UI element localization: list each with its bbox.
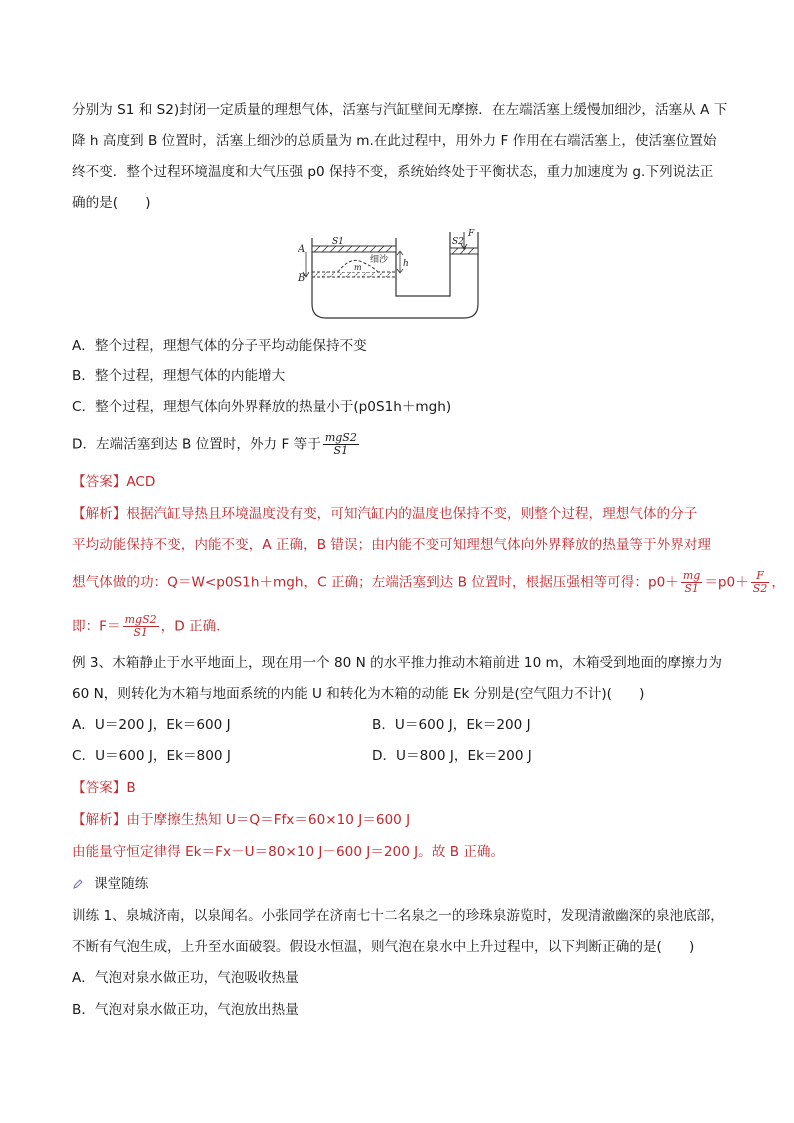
option-1-a: A．整个过程，理想气体的分子平均动能保持不变 xyxy=(72,338,367,354)
answer-1 xyxy=(72,472,155,492)
analysis-1-line-2: 平均动能保持不变，内能不变，A 正确，B 错误；由内能不变可知理想气体向外界释放的热量等于外界对理 xyxy=(72,537,711,553)
label-F: F xyxy=(468,229,475,239)
label-A: A xyxy=(298,244,306,255)
practice-option-b: B．气泡对泉水做正功，气泡放出热量 xyxy=(72,1002,299,1018)
analysis-1-text-3b: ＝p0＋ xyxy=(704,574,749,591)
analysis-2-line-2: 由能量守恒定律得 Ek＝Fx－U＝80×10 J－600 J＝200 J。故 B 正确。 xyxy=(72,844,505,860)
analysis-1-text-3a: 想气体做的功：Q＝W<p0S1h＋mgh，C 正确；左端活塞到达 B 位置时，根据压强相等可得：p0＋ xyxy=(72,574,679,591)
example-3-line-2: 60 N，则转化为木箱与地面系统的内能 U 和转化为木箱的动能 Ek 分别是(空气阻力不计)( ) xyxy=(72,686,645,702)
answer-2-value: B xyxy=(126,780,136,796)
practice-heading-text: 课堂随练 xyxy=(94,876,149,892)
problem-intro-line-2: 降 h 高度到 B 位置时，活塞上细沙的总质量为 m.在此过程中，用外力 F 作用在右端活塞上，使活塞位置始 xyxy=(72,133,717,149)
cylinder-diagram xyxy=(298,226,488,326)
fraction-numerator: F xyxy=(751,570,770,583)
option-1-d-fraction xyxy=(323,432,359,457)
label-sand: 细沙 xyxy=(370,255,389,265)
problem-intro-line-3: 终不变．整个过程环境温度和大气压强 p0 保持不变，系统始终处于平衡状态，重力加速度为 g.下列说法正 xyxy=(72,164,714,180)
label-S2: S2 xyxy=(452,237,464,247)
practice-line-1: 训练 1、泉城济南，以泉闻名。小张同学在济南七十二名泉之一的珍珠泉游览时，发现清澈幽深的泉池底部， xyxy=(72,908,724,924)
answer-2-tag: 【答案】 xyxy=(72,780,127,796)
option-1-d-text: D．左端活塞到达 B 位置时，外力 F 等于 xyxy=(72,436,321,453)
option-1-d xyxy=(72,432,361,457)
analysis-1-line-3 xyxy=(72,570,785,595)
analysis-1-line-4 xyxy=(72,614,230,639)
practice-option-a: A．气泡对泉水做正功，气泡吸收热量 xyxy=(72,970,299,986)
practice-line-2: 不断有气泡生成，上升至水面破裂。假设水恒温，则气泡在泉水中上升过程中，以下判断正确的是( ) xyxy=(72,939,695,955)
analysis-1-text-4b: ，D 正确． xyxy=(160,618,230,635)
analysis-2-text-1: 由于摩擦生热知 U＝Q＝Ffx＝60×10 J＝600 J xyxy=(126,812,411,828)
problem-intro-line-1: 分别为 S1 和 S2)封闭一定质量的理想气体，活塞与汽缸壁间无摩擦．在左端活塞上缓慢加细沙，活塞从 A 下 xyxy=(72,102,728,118)
problem-intro-line-4: 确的是( ) xyxy=(72,195,151,211)
fraction-numerator: mg xyxy=(682,569,701,582)
example-3-option-a: A．U＝200 J，Ek＝600 J xyxy=(72,717,231,733)
analysis-1-text-3c: ， xyxy=(771,574,785,591)
label-B: B xyxy=(298,273,306,284)
fraction-numerator: mgS2 xyxy=(124,613,157,626)
fraction-denominator: S1 xyxy=(133,626,148,639)
analysis-1-text-4a: 即：F＝ xyxy=(72,618,121,635)
practice-heading xyxy=(72,874,148,894)
label-h: h xyxy=(403,259,409,269)
example-3-option-b: B．U＝600 J，Ek＝200 J xyxy=(372,717,531,733)
analysis-2-line-1 xyxy=(72,810,410,830)
fraction-numerator: mgS2 xyxy=(324,431,357,444)
fraction-denominator: S2 xyxy=(752,582,768,595)
example-3-option-c: C．U＝600 J，Ek＝800 J xyxy=(72,748,231,764)
answer-2 xyxy=(72,778,136,798)
option-1-c: C．整个过程，理想气体向外界释放的热量小于(p0S1h＋mgh) xyxy=(72,399,452,415)
answer-1-value: ACD xyxy=(126,474,156,490)
label-S1: S1 xyxy=(332,237,344,247)
analysis-1-fraction-2 xyxy=(751,570,770,595)
answer-1-tag: 【答案】 xyxy=(72,474,127,490)
analysis-1-text-1: 根据汽缸导热且环境温度没有变，可知汽缸内的温度也保持不变，则整个过程，理想气体的分子 xyxy=(126,506,698,522)
example-3-option-d: D．U＝800 J，Ek＝200 J xyxy=(372,748,532,764)
option-1-b: B．整个过程，理想气体的内能增大 xyxy=(72,368,286,384)
example-3-line-1: 例 3、木箱静止于水平地面上，现在用一个 80 N 的水平推力推动木箱前进 10 m，木箱受到地面的摩擦力为 xyxy=(72,655,722,671)
analysis-2-tag: 【解析】 xyxy=(72,812,127,828)
analysis-1-line-1 xyxy=(72,504,697,524)
label-m: m xyxy=(354,263,362,272)
analysis-1-fraction-1 xyxy=(681,570,702,595)
fraction-denominator: S1 xyxy=(684,582,699,595)
analysis-1-fraction-3 xyxy=(123,614,159,639)
pencil-icon xyxy=(72,878,84,890)
analysis-1-tag: 【解析】 xyxy=(72,506,127,522)
fraction-denominator: S1 xyxy=(333,444,349,457)
